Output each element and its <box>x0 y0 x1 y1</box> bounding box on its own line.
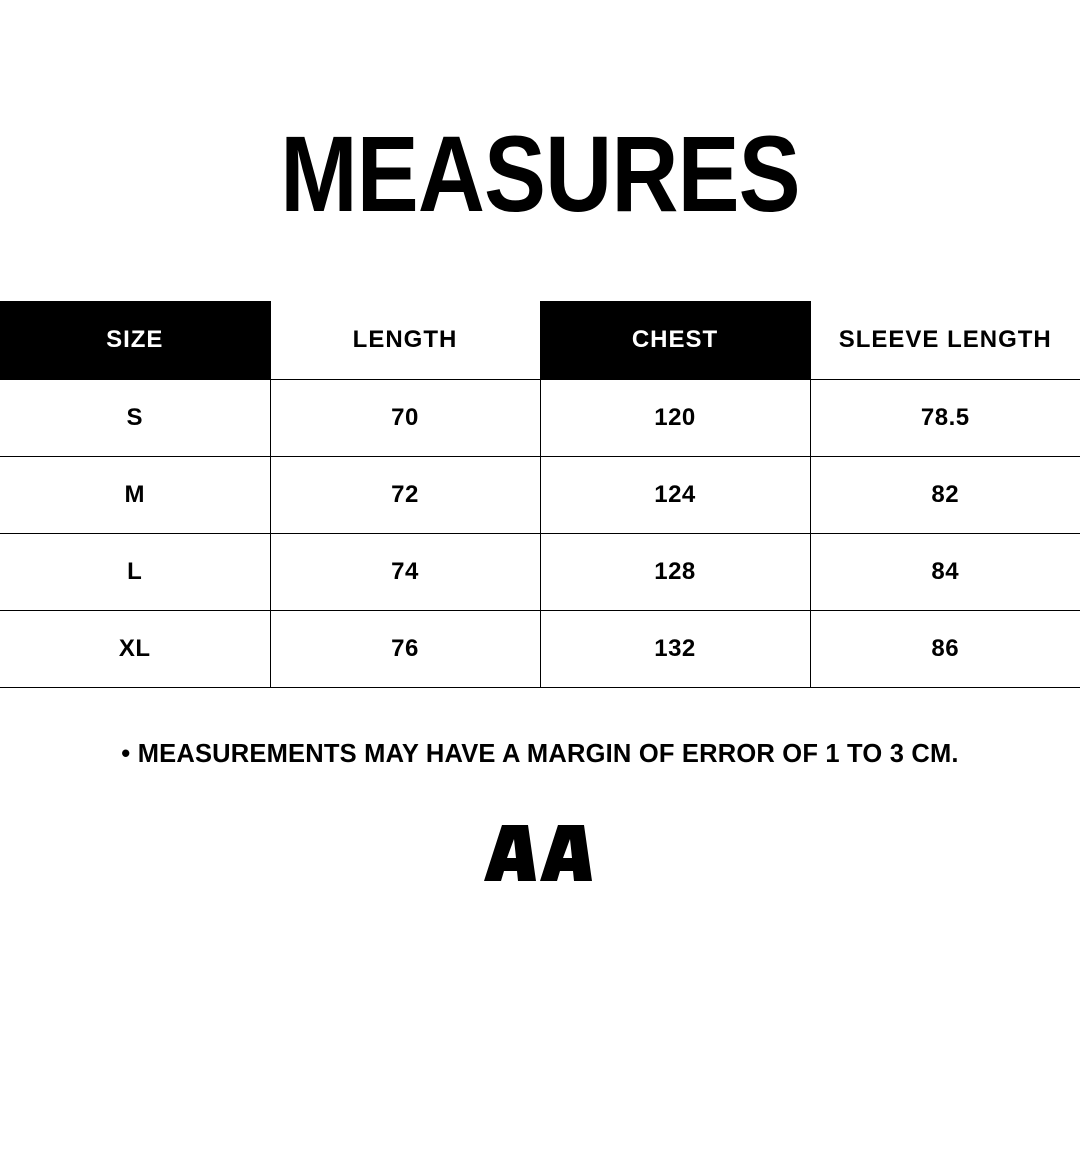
table-body <box>0 379 1080 687</box>
table-header-row <box>0 301 1080 380</box>
cell-length: 70 <box>270 379 540 456</box>
cell-length: 76 <box>270 610 540 687</box>
cell-size: XL <box>0 610 270 687</box>
table-row <box>0 610 1080 687</box>
table-header <box>0 301 1080 380</box>
table-row <box>0 379 1080 456</box>
cell-chest: 124 <box>540 456 810 533</box>
cell-size: M <box>0 456 270 533</box>
table-row <box>0 533 1080 610</box>
column-header-chest: CHEST <box>540 301 810 380</box>
measurements-table-container <box>0 301 1080 688</box>
cell-size: L <box>0 533 270 610</box>
cell-chest: 132 <box>540 610 810 687</box>
column-header-sleeve-length: SLEEVE LENGTH <box>810 301 1080 380</box>
cell-sleeve-length: 84 <box>810 533 1080 610</box>
cell-sleeve-length: 86 <box>810 610 1080 687</box>
cell-length: 72 <box>270 456 540 533</box>
cell-sleeve-length: 78.5 <box>810 379 1080 456</box>
table-row <box>0 456 1080 533</box>
cell-length: 74 <box>270 533 540 610</box>
brand-logo <box>0 821 1080 885</box>
size-chart-page <box>0 72 1080 1152</box>
cell-sleeve-length: 82 <box>810 456 1080 533</box>
cell-size: S <box>0 379 270 456</box>
column-header-size: SIZE <box>0 301 270 380</box>
measurements-table <box>0 301 1080 688</box>
measurement-disclaimer: • MEASUREMENTS MAY HAVE A MARGIN OF ERROR OF 1 TO 3 CM. <box>121 739 959 768</box>
page-title: MEASURES <box>280 113 800 235</box>
cell-chest: 128 <box>540 533 810 610</box>
column-header-length: LENGTH <box>270 301 540 380</box>
cell-chest: 120 <box>540 379 810 456</box>
aa-logo-icon <box>484 821 596 885</box>
